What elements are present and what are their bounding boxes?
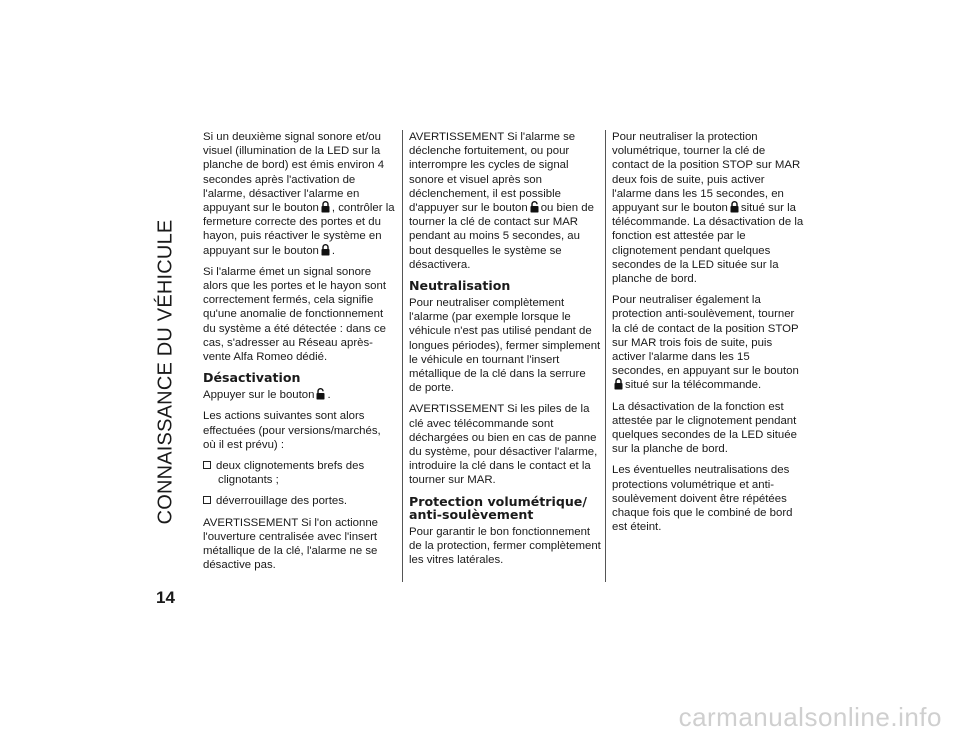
lock-icon [321, 244, 330, 256]
paragraph: Pour neutraliser également la protection anti-soulèvement, tourner la clé de contact de la position STOP sur MAR trois fois de suite, puis activer l'alarme dans les 15 secondes, en appuyant sur le boutonsitué sur la télécommande. [612, 294, 799, 392]
paragraph: Pour neutraliser la protection volumétrique, tourner la clé de contact de la position STOP sur MAR deux fois de suite, puis activer l'alarme dans les 15 secondes, en appuyant sur le bouton situé sur la télécommande. La désactivation de la fonction est attestée par le clignotement pendant quelques secondes de la LED située sur la planche de bord. [612, 131, 804, 286]
paragraph: La désactivation de la fonction est attestée par le clignotement pendant quelques secondes de la LED située sur la planche de bord. [612, 400, 797, 456]
paragraph: Les actions suivantes sont alors effectuées (pour versions/marchés, où il est prévu) : [203, 410, 381, 451]
column-3 [612, 130, 804, 541]
paragraph: Pour neutraliser complètement l'alarme (par exemple lorsque le véhicule n'est pas utilisé pendant de longues périodes), fermer simplement le véhicule en tournant l'insert métallique de la clé dans la serrure de porte. [409, 297, 601, 395]
paragraph: Pour garantir le bon fonctionnement de la protection, fermer complètement les vitres latérales. [409, 525, 601, 567]
unlock-icon [530, 201, 539, 213]
paragraph: AVERTISSEMENT Si les piles de la clé avec télécommande sont déchargées ou bien en cas de panne du système, pour désactiver l'alarme, introduire la clé dans le contact et la tourner sur MAR. [409, 403, 598, 487]
paragraph: AVERTISSEMENT Si l'alarme se déclenche fortuitement, ou pour interrompre les cycles de signal sonore et visuel après son déclenchement, il est possible d'appuyer sur le bouton ou bien de tourner la clé de contact sur MAR pendant au moins 5 secondes, au bout desquelles le système se désactivera. [409, 131, 594, 271]
lock-icon [614, 378, 623, 390]
heading-desactivation: Désactivation [203, 370, 301, 386]
lock-icon [730, 201, 739, 213]
list-item: deux clignotements brefs des clignotants ; [203, 459, 395, 487]
paragraph: Les éventuelles neutralisations des protections volumétrique et anti-soulèvement doivent être répétées chaque fois que le combiné de bord est éteint. [612, 464, 793, 534]
checkbox-bullet-icon [203, 496, 211, 504]
paragraph: AVERTISSEMENT Si l'on actionne l'ouverture centralisée avec l'insert métallique de la clé, l'alarme ne se désactive pas. [203, 516, 379, 572]
column-divider [605, 130, 606, 582]
lock-icon [321, 201, 330, 213]
unlock-icon [316, 388, 325, 400]
paragraph: Si un deuxième signal sonore et/ou visuel (illumination de la LED sur la planche de bord) est émis environ 4 secondes après l'activation de l'alarme, désactiver l'alarme en appuyant sur le bouton , contrôler la fermeture correcte des portes et du hayon, puis réactiver le système en appuyant sur le bouton . [203, 131, 395, 257]
list-item: déverrouillage des portes. [203, 494, 395, 508]
column-divider [402, 130, 403, 582]
page-number: 14 [156, 588, 175, 607]
column-1 [203, 130, 395, 579]
heading-neutralisation: Neutralisation [409, 278, 511, 294]
paragraph: Si l'alarme émet un signal sonore alors que les portes et le hayon sont correctement fermés, cela signifie qu'une anomalie de fonctionnement du système a été détectée : dans ce cas, s'adresser au Réseau après-vente Alfa Romeo dédié. [203, 265, 386, 364]
paragraph: Appuyer sur le bouton . [203, 389, 331, 402]
column-2 [409, 130, 601, 574]
heading-protection: Protection volumétrique/ anti-soulèvement [409, 493, 587, 522]
checkbox-bullet-icon [203, 461, 211, 469]
watermark: carmanualsonline.info [678, 702, 942, 732]
